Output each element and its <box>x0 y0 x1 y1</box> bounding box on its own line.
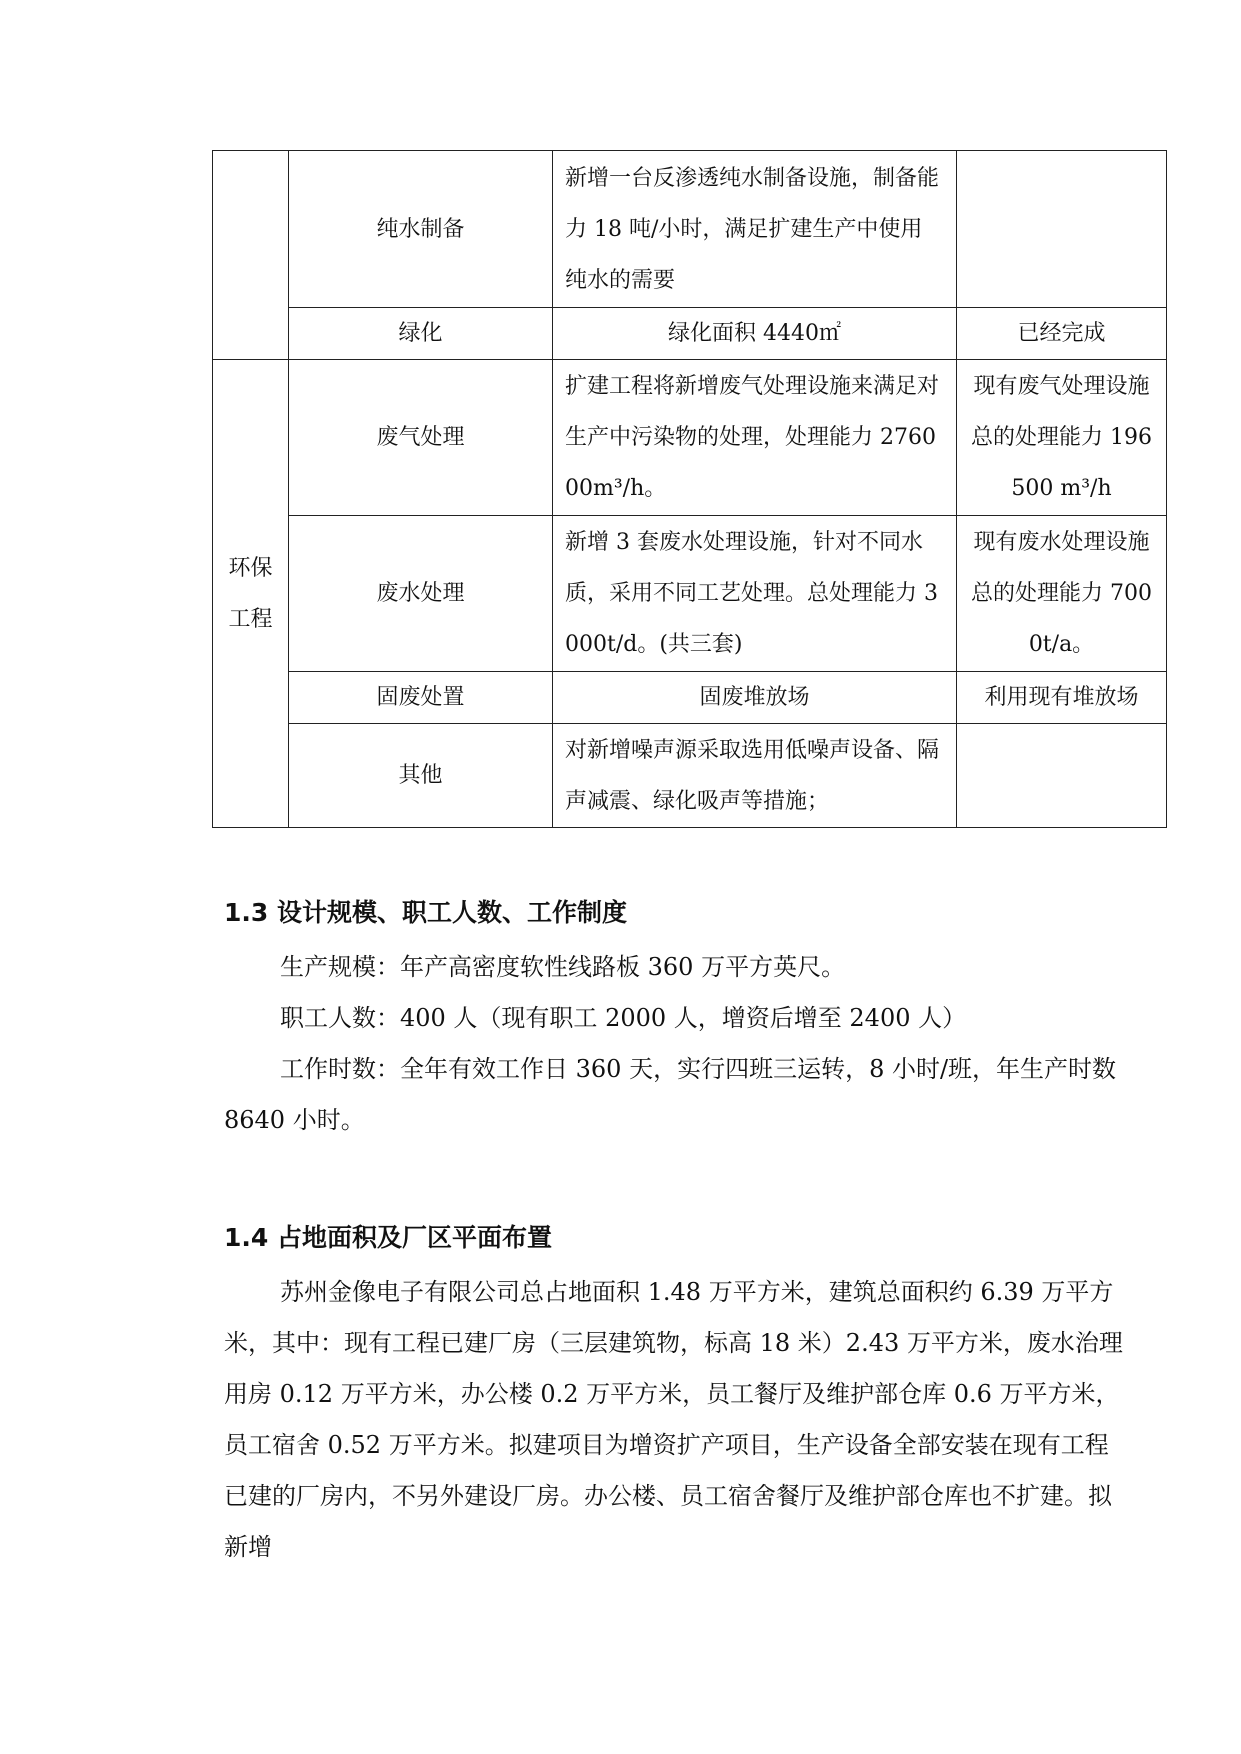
remark-cell: 现有废水处理设施总的处理能力 7000t/a。 <box>957 516 1167 672</box>
item-cell: 废气处理 <box>289 360 553 516</box>
project-composition-table <box>212 150 1167 828</box>
work-hours-line: 工作时数：全年有效工作日 360 天，实行四班三运转，8 小时/班，年生产时数 8640 小时。 <box>224 1055 1117 1134</box>
category-cell-blank <box>213 151 289 360</box>
content-cell: 固废堆放场 <box>553 672 957 724</box>
table-row <box>213 151 1167 308</box>
content-cell: 扩建工程将新增废气处理设施来满足对生产中污染物的处理，处理能力 276000m³/h。 <box>553 360 957 516</box>
section-heading-1-4: 1.4 占地面积及厂区平面布置 <box>224 1223 552 1252</box>
section-1-4-body <box>224 1267 1124 1573</box>
item-cell: 纯水制备 <box>289 151 553 308</box>
table-row <box>213 516 1167 672</box>
remark-cell <box>957 724 1167 828</box>
category-cell-env <box>213 360 289 828</box>
section-1-3-body <box>224 942 1124 1146</box>
content-cell: 新增 3 套废水处理设施，针对不同水质，采用不同工艺处理。总处理能力 3000t/d。(共三套) <box>553 516 957 672</box>
site-area-paragraph: 苏州金像电子有限公司总占地面积 1.48 万平方米，建筑总面积约 6.39 万平方米，其中：现有工程已建厂房（三层建筑物，标高 18 米）2.43 万平方米，废水治理用房 0.12 万平方米，办公楼 0.2 万平方米，员工餐厅及维护部仓库 0.6 万平方米，员工宿舍 0.52 万平方米。拟建项目为增资扩产项目，生产设备全部安装在现有工程已建的厂房内，不另外建设厂房。办公楼、员工宿舍餐厅及维护部仓库也不扩建。拟新增 <box>224 1278 1123 1561</box>
content-cell: 绿化面积 4440㎡ <box>553 308 957 360</box>
remark-cell: 现有废气处理设施总的处理能力 196500 m³/h <box>957 360 1167 516</box>
table-row <box>213 360 1167 516</box>
production-scale-line: 生产规模：年产高密度软性线路板 360 万平方英尺。 <box>280 953 846 981</box>
category-label-line2: 工程 <box>228 606 273 632</box>
remark-cell <box>957 151 1167 308</box>
table-row <box>213 724 1167 828</box>
table-row <box>213 672 1167 724</box>
staff-count-line: 职工人数：400 人（现有职工 2000 人，增资后增至 2400 人） <box>280 1004 967 1032</box>
content-cell: 新增一台反渗透纯水制备设施，制备能力 18 吨/小时，满足扩建生产中使用纯水的需要 <box>553 151 957 308</box>
remark-cell: 已经完成 <box>957 308 1167 360</box>
category-label-line1: 环保 <box>228 555 273 581</box>
item-cell: 废水处理 <box>289 516 553 672</box>
table-row <box>213 308 1167 360</box>
remark-cell: 利用现有堆放场 <box>957 672 1167 724</box>
item-cell: 绿化 <box>289 308 553 360</box>
content-cell: 对新增噪声源采取选用低噪声设备、隔声减震、绿化吸声等措施； <box>553 724 957 828</box>
item-cell: 固废处置 <box>289 672 553 724</box>
item-cell: 其他 <box>289 724 553 828</box>
section-heading-1-3: 1.3 设计规模、职工人数、工作制度 <box>224 898 627 927</box>
